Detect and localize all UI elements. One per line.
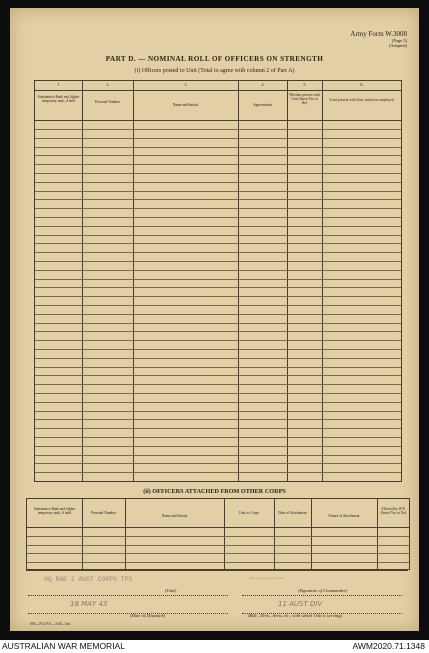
- table-row-rule: [27, 545, 409, 546]
- table-row-rule: [35, 270, 401, 271]
- table-row-rule: [35, 208, 401, 209]
- header-present-with-unit: Whether present with Unit (Insert Yes or No): [289, 93, 320, 106]
- table-row-rule: [27, 553, 409, 554]
- col-number-3: 3: [184, 82, 187, 87]
- section1-subtitle: (i) Officers posted to Unit (Total to agree with column 2 of Part A): [134, 68, 295, 74]
- col-number-1: 1: [57, 82, 60, 87]
- table-row-rule: [35, 147, 401, 148]
- table-row-rule: [35, 419, 401, 420]
- table-row-rule: [35, 349, 401, 350]
- unit-label: (Unit): [165, 588, 177, 593]
- table-row-rule: [35, 164, 401, 165]
- form-number: Army Form W.3008: [350, 30, 407, 38]
- table-row-rule: [35, 340, 401, 341]
- table-row-rule: [35, 261, 401, 262]
- table-row-rule: [35, 358, 401, 359]
- table-row-rule: [35, 138, 401, 139]
- form-adapted-note: (Adapted): [388, 43, 407, 49]
- commander-signature: 〜〰〜〰〜: [248, 575, 283, 583]
- table-row-rule: [35, 235, 401, 236]
- table-row-rule: [35, 402, 401, 403]
- form-page: [10, 8, 419, 631]
- location-label: (Bde., Divn., Area, etc., with which Unit is serving): [248, 613, 343, 618]
- date-label: (Date of Despatch): [130, 613, 166, 618]
- table-row-rule: [35, 243, 401, 244]
- table-row-rule: [35, 252, 401, 253]
- s2-header-nature-attachment: Nature of Attachment: [328, 514, 360, 518]
- part-title: PART D. — NOMINAL ROLL OF OFFICERS ON STRENGTH: [105, 55, 324, 63]
- section2-table: [26, 498, 410, 570]
- header-rank: Substantive Rank and higher temporary rank, if held: [37, 95, 80, 104]
- col-number-6: 6: [360, 82, 363, 87]
- header-how-employed: If not present with Unit, state how employed: [329, 98, 394, 102]
- table-row-rule: [35, 279, 401, 280]
- date-value: 18 MAY 43: [70, 600, 108, 608]
- unit-value: HQ RAE 1 AUST CORPS TPS: [44, 576, 133, 583]
- s2-header-rank: Substantive Rank and higher temporary rank, if held: [33, 507, 76, 516]
- table-row-rule: [35, 472, 401, 473]
- form-page-number: (Page 3): [391, 38, 407, 44]
- table-row-rule: [35, 226, 401, 227]
- caption-institution: AUSTRALIAN WAR MEMORIAL: [2, 641, 125, 651]
- table-row-rule: [35, 323, 401, 324]
- form-identifier: [350, 30, 407, 48]
- col-number-4: 4: [261, 82, 264, 87]
- table-row-rule: [35, 217, 401, 218]
- table-row-rule: [27, 536, 409, 537]
- table-row-rule: [35, 182, 401, 183]
- table-row-rule: [35, 455, 401, 456]
- table-row-rule: [35, 411, 401, 412]
- table-row-rule: [35, 375, 401, 376]
- table-row-rule: [35, 305, 401, 306]
- s2-header-unit-corps: Unit or Corps: [239, 511, 259, 515]
- section2-title: (ii) OFFICERS ATTACHED FROM OTHER CORPS: [143, 488, 286, 495]
- table-row-rule: [35, 173, 401, 174]
- table-row-rule: [35, 367, 401, 368]
- table-row-rule: [35, 428, 401, 429]
- table-row-rule: [35, 129, 401, 130]
- table-row-rule: [35, 437, 401, 438]
- location-value: 11 AUST DIV: [278, 600, 323, 608]
- print-code: S03—N.G.P.S.—3/40—5m.: [30, 622, 71, 626]
- table-row-rule: [35, 384, 401, 385]
- s2-header-name-initials: Name and Initials: [161, 514, 188, 518]
- s2-header-allowed-we: Allowed by W.E. (Insert Yes or No): [380, 507, 407, 516]
- table-row-rule: [35, 287, 401, 288]
- header-name-initials: Name and Initials: [172, 103, 199, 107]
- table-row-rule: [35, 199, 401, 200]
- table-row-rule: [35, 463, 401, 464]
- section1-table: [34, 80, 402, 482]
- table-row-rule: [35, 155, 401, 156]
- col-number-5: 5: [303, 82, 306, 87]
- table-row-rule: [35, 191, 401, 192]
- signature-label: (Signature of Commander): [298, 588, 348, 593]
- caption-accession-number: AWM2020.71.1348: [352, 641, 425, 651]
- table-row-rule: [35, 393, 401, 394]
- col-number-2: 2: [106, 82, 109, 87]
- header-personal-number: Personal Number: [94, 100, 121, 104]
- table-row-rule: [35, 314, 401, 315]
- header-appointment: Appointment: [253, 103, 272, 107]
- table-row-rule: [35, 296, 401, 297]
- table-row-rule: [27, 562, 409, 563]
- table-row-rule: [35, 331, 401, 332]
- table-row-rule: [35, 446, 401, 447]
- s2-header-date-attachment: Date of Attachment: [278, 511, 307, 515]
- s2-header-personal-number: Personal Number: [90, 511, 117, 515]
